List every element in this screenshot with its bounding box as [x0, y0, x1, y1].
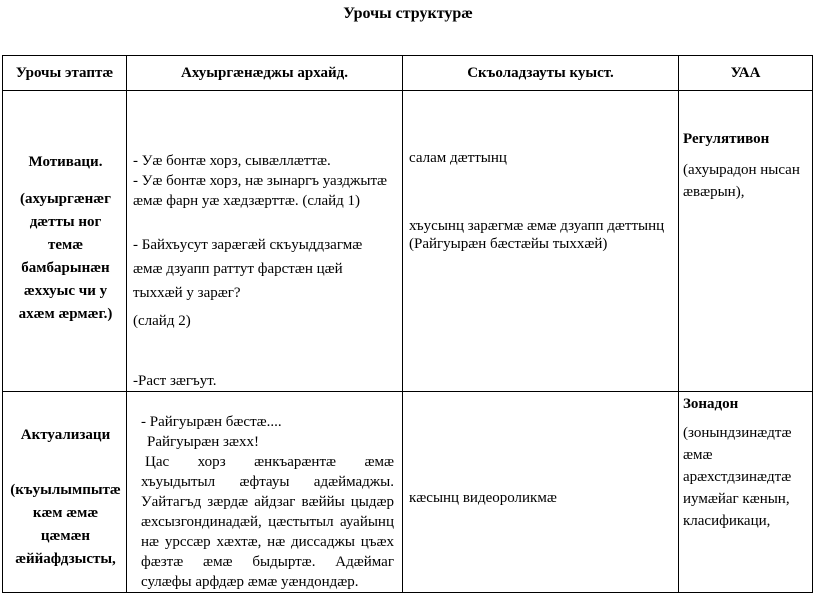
header-students: Скъоладзауты куыст. [403, 56, 679, 91]
students-cell [403, 91, 679, 392]
uaa-description: (ахуырадон нысан æвæрын), [683, 162, 800, 200]
lesson-structure-table [2, 55, 813, 593]
uaa-title: Зонадон [683, 396, 739, 412]
uaa-title: Регулятивон [683, 131, 770, 147]
teacher-line: - Байхъусут зарæгæй скъуыддзагмæ æмæ дзуапп раттут фарстæн цæй тыххæй у зарæг? [133, 237, 363, 301]
stage-name: Актуализаци [20, 427, 111, 443]
header-uaa: УАА [679, 56, 813, 91]
stage-cell [3, 392, 127, 593]
stage-description: (къуылымпытæ кæм æмæ цæмæн æййафдзысты, [10, 482, 121, 567]
uaa-cell [679, 392, 813, 593]
stage-cell [3, 91, 127, 392]
header-stage: Урочы этаптæ [3, 56, 127, 91]
uaa-description: (зонындзинæдтæ æмæ арæхстдзинæдтæ иумæйаг кæнын, класификаци, [683, 425, 792, 529]
teacher-line: - Райгуырæн бæстæ.... [141, 414, 282, 430]
table-row [3, 91, 813, 392]
teacher-line: (слайд 2) [133, 313, 191, 329]
students-cell [403, 392, 679, 593]
teacher-paragraph: Цас хорз æнкъарæнтæ æмæ хъуыдытыл æфтауы адæймаджы. Уайтагъд зæрдæ айдзаг вæййы цыдæр æхсызгондинадæй, цæстытыл ауайынц нæ урссæр хæхтæ, нæ диссаджы цъæх фæзтæ æмæ быдыртæ. Адæймаг сулæфы арфдæр æмæ уæндондæр. [141, 454, 394, 590]
header-teacher: Ахуыргæнæджы архайд. [127, 56, 403, 91]
students-line: хъусынц зарæгмæ æмæ дзуапп дæттынц [409, 218, 665, 234]
table-header-row [3, 56, 813, 91]
teacher-line: - Уæ бонтæ хорз, сывæллæттæ. [133, 153, 331, 169]
teacher-cell [127, 392, 403, 593]
stage-description: (ахуыргæнæг дæтты ног темæ бамбарынæн æххуыс чи у ахæм æрмæг.) [18, 191, 113, 322]
teacher-cell [127, 91, 403, 392]
teacher-line: -Раст зæгъут. [133, 373, 217, 389]
stage-name: Мотиваци. [28, 154, 103, 170]
uaa-cell [679, 91, 813, 392]
students-line: кæсынц видеороликмæ [409, 490, 557, 506]
page-title: Урочы структурæ [343, 5, 473, 22]
students-line: салам дæттынц [409, 150, 507, 166]
teacher-line: Райгуырæн зæхх! [147, 434, 259, 450]
teacher-line: - Уæ бонтæ хорз, нæ зынаргъ уазджытæ æмæ фарн уæ хæдзæрттæ. (слайд 1) [133, 173, 388, 209]
students-line: (Райгуырæн бæстæйы тыххæй) [409, 236, 608, 252]
table-row [3, 392, 813, 593]
